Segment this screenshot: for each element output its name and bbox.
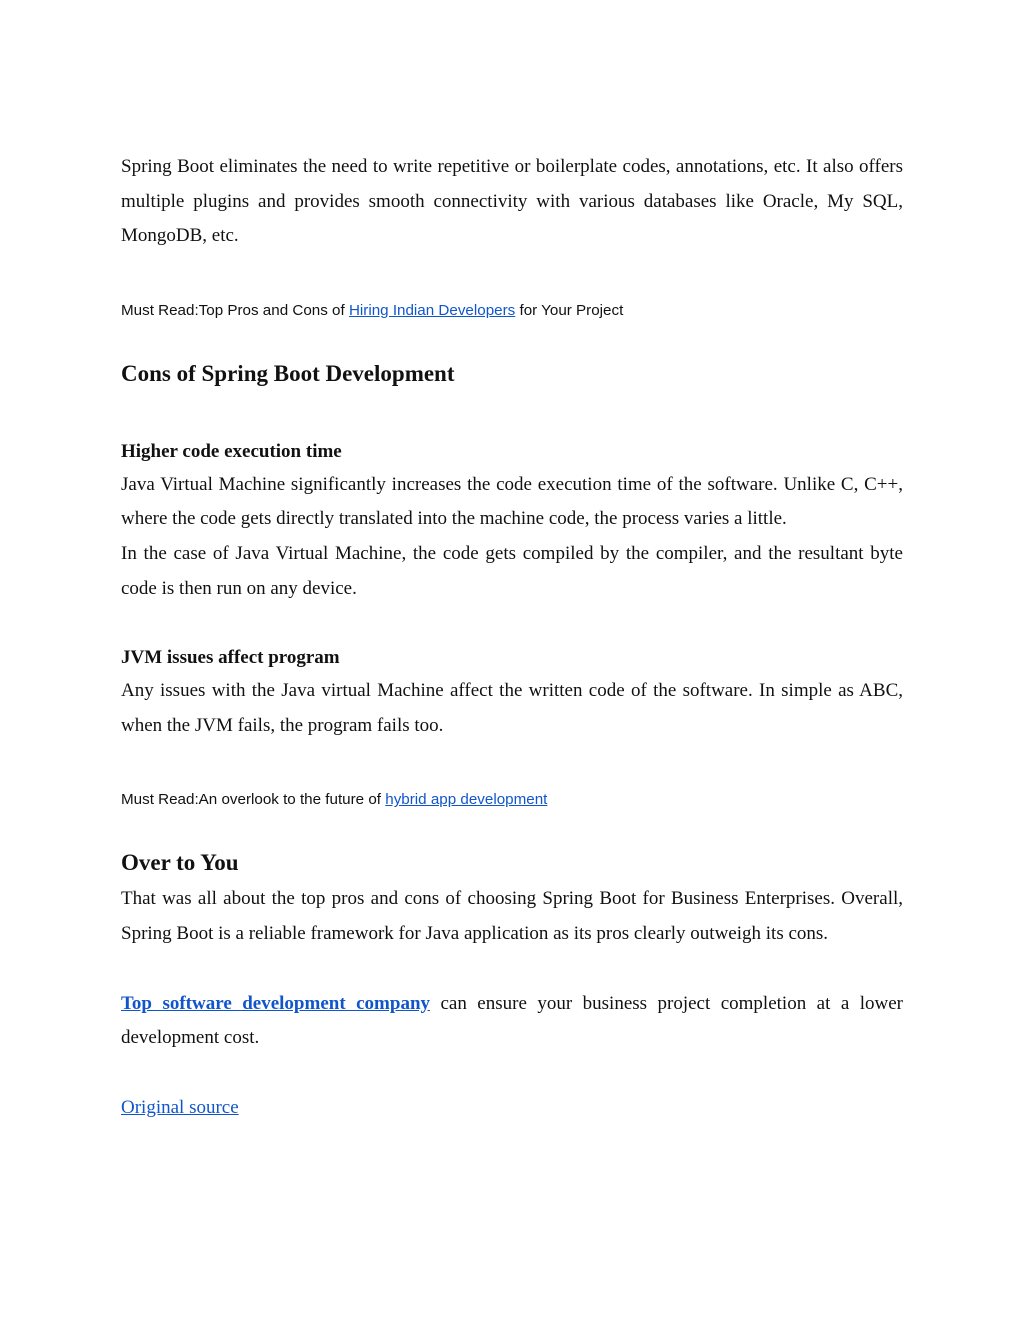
must-read-prefix: Must Read:Top Pros and Cons of <box>121 301 349 319</box>
intro-paragraph: Spring Boot eliminates the need to write repetitive or boilerplate codes, annotations, etc. It also offers multiple plugins and provides smooth connectivity with various databases like Oracle, My SQL, MongoDB, etc. <box>121 156 903 247</box>
must-read-note-1 <box>121 300 903 322</box>
over-to-you-heading: Over to You <box>121 850 239 876</box>
original-source-link[interactable]: Original source <box>121 1096 239 1118</box>
must-read-prefix-2: Must Read:An overlook to the future of <box>121 791 386 809</box>
jvm-issues-heading: JVM issues affect program <box>121 647 340 669</box>
jvm-issues-paragraph: Any issues with the Java virtual Machine affect the written code of the software. In simple as ABC, when the JVM fails, the program fails too. <box>121 680 903 736</box>
must-read-note-2 <box>121 789 903 811</box>
exec-time-paragraph-2: In the case of Java Virtual Machine, the code gets compiled by the compiler, and the resultant byte code is then run on any device. <box>121 542 903 599</box>
hiring-indian-developers-link[interactable]: Hiring Indian Developers <box>348 301 516 319</box>
top-software-development-company-link[interactable]: Top software development company <box>121 992 431 1014</box>
over-to-you-paragraph: That was all about the top pros and cons of choosing Spring Boot for Business Enterprises. Overall, Spring Boot is a reliable framework for Java application as its pros clearly outweigh its cons. <box>121 888 903 944</box>
must-read-suffix: for Your Project <box>515 301 624 319</box>
cons-heading: Cons of Spring Boot Development <box>121 360 455 386</box>
exec-time-heading: Higher code execution time <box>121 440 342 462</box>
cta-rest-text: can ensure your business project completion at a lower development cost. <box>121 992 904 1049</box>
hybrid-app-development-link[interactable]: hybrid app development <box>385 791 548 809</box>
document-page <box>121 150 903 1125</box>
exec-time-paragraph-1: Java Virtual Machine significantly increases the code execution time of the software. Unlike C, C++, where the code gets directly translated into the machine code, the process varies a little. <box>121 473 903 530</box>
cta-paragraph <box>121 987 903 1056</box>
source-paragraph <box>121 1091 903 1126</box>
